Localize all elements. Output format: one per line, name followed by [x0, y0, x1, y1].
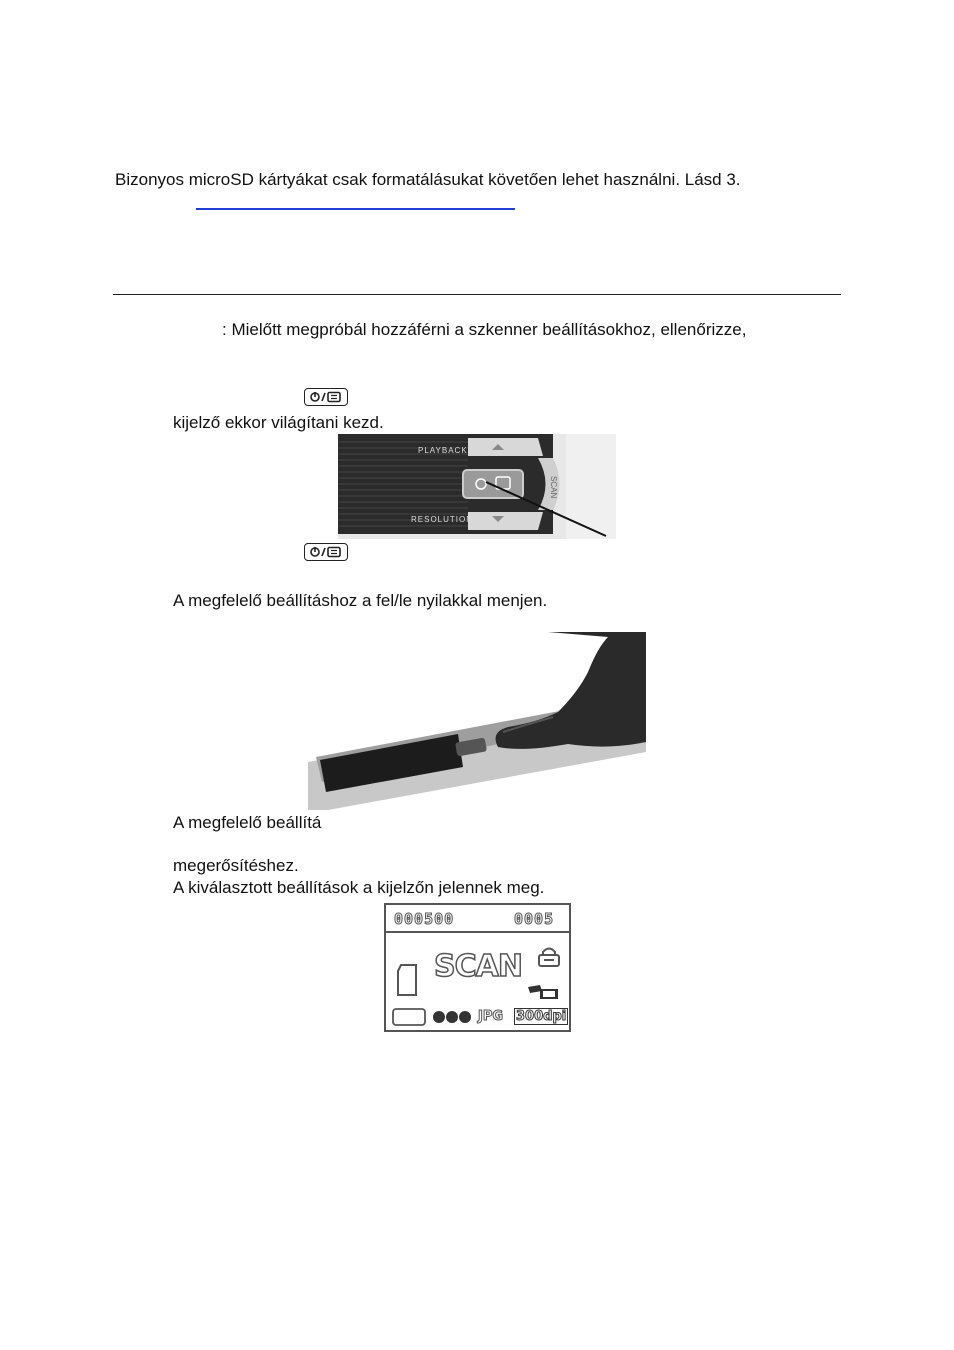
lock-icon — [536, 945, 562, 969]
battery-icon — [392, 1007, 428, 1027]
select-setting-text: A megfelelő beállítá — [173, 813, 322, 832]
lcd-remaining: 0005 — [514, 910, 555, 928]
lcd-display — [384, 903, 571, 1032]
display-lit-text: kijelző ekkor világítani kezd. — [173, 413, 384, 432]
section-divider — [113, 294, 841, 295]
check-settings-note: : Mielőtt megpróbál hozzáférni a szkenner beállításokhoz, ellenőrizze, — [222, 320, 747, 339]
quality-dots-icon — [432, 1009, 474, 1025]
settings-shown-text: A kiválasztott beállítások a kijelzőn jelennek meg. — [173, 878, 545, 897]
power-menu-icon — [304, 388, 348, 406]
confirm-text: megerősítéshez. — [173, 856, 299, 875]
hyperlink-underline[interactable] — [196, 208, 515, 210]
scan-label: SCAN — [549, 476, 558, 499]
scanner-color-icon — [526, 983, 560, 1003]
lcd-format: JPG — [478, 1009, 504, 1024]
navigate-text: A megfelelő beállításhoz a fel/le nyilakkal menjen. — [173, 591, 548, 610]
lcd-mode: SCAN — [434, 949, 522, 984]
power-menu-icon — [304, 543, 348, 561]
playback-label: PLAYBACK — [418, 446, 468, 455]
lcd-counter: 000500 — [394, 910, 455, 928]
lcd-divider — [386, 931, 569, 933]
hand-pressing-scanner-photo — [308, 632, 646, 810]
resolution-label: RESOLUTION — [411, 515, 474, 524]
sd-card-icon — [396, 963, 418, 997]
sd-card-note: Bizonyos microSD kártyákat csak formatálásukat követően lehet használni. Lásd 3. — [115, 170, 741, 189]
lcd-dpi: 300dpi — [516, 1009, 567, 1024]
scanner-panel-photo — [338, 434, 616, 539]
